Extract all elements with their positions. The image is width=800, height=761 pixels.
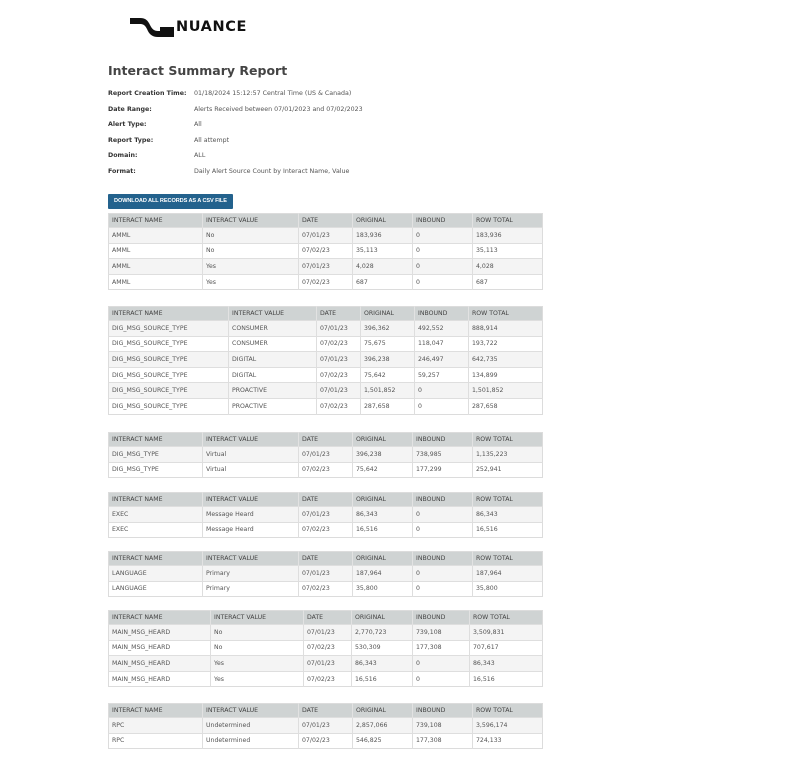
table-cell: Yes bbox=[203, 259, 299, 275]
table-cell: 0 bbox=[413, 243, 473, 259]
table-cell: CONSUMER bbox=[229, 321, 317, 337]
download-csv-button[interactable]: DOWNLOAD ALL RECORDS AS A CSV FILE bbox=[108, 194, 233, 209]
table-cell: 1,135,223 bbox=[473, 447, 543, 463]
table-cell: 07/01/23 bbox=[299, 718, 353, 734]
table-cell: CONSUMER bbox=[229, 336, 317, 352]
column-header: INTERACT VALUE bbox=[203, 433, 299, 447]
table-cell: 134,899 bbox=[469, 367, 543, 383]
table-row bbox=[109, 522, 543, 538]
column-header: ORIGINAL bbox=[353, 552, 413, 566]
table-cell: 07/02/23 bbox=[299, 581, 353, 597]
table-cell: 707,617 bbox=[470, 640, 543, 656]
table-cell: 1,501,852 bbox=[361, 383, 415, 399]
table-cell: 3,509,831 bbox=[470, 625, 543, 641]
table-cell: 86,343 bbox=[352, 656, 413, 672]
table-cell: 07/02/23 bbox=[317, 367, 361, 383]
table-cell: 642,735 bbox=[469, 352, 543, 368]
table-cell: 287,658 bbox=[469, 398, 543, 414]
column-header: INBOUND bbox=[413, 611, 470, 625]
table-header-row bbox=[109, 433, 543, 447]
report-table bbox=[108, 492, 543, 538]
table-cell: 16,516 bbox=[352, 671, 413, 687]
table-cell: 0 bbox=[413, 228, 473, 244]
table-cell: MAIN_MSG_HEARD bbox=[109, 656, 211, 672]
column-header: ROW TOTAL bbox=[469, 307, 543, 321]
table-cell: 687 bbox=[353, 274, 413, 290]
column-header: INTERACT VALUE bbox=[229, 307, 317, 321]
table-row bbox=[109, 228, 543, 244]
report-table bbox=[108, 610, 543, 687]
table-cell: MAIN_MSG_HEARD bbox=[109, 671, 211, 687]
table-cell: Virtual bbox=[203, 447, 299, 463]
table-cell: 492,552 bbox=[415, 321, 469, 337]
meta-label: Report Type: bbox=[108, 136, 154, 144]
table-cell: LANGUAGE bbox=[109, 566, 203, 582]
table-cell: 86,343 bbox=[473, 507, 543, 523]
table-header-row bbox=[109, 493, 543, 507]
nuance-logo bbox=[130, 13, 247, 37]
column-header: INTERACT VALUE bbox=[203, 552, 299, 566]
column-header: DATE bbox=[299, 433, 353, 447]
table-header-row bbox=[109, 214, 543, 228]
table-row bbox=[109, 640, 543, 656]
table-cell: EXEC bbox=[109, 507, 203, 523]
table-row bbox=[109, 566, 543, 582]
table-cell: 35,113 bbox=[473, 243, 543, 259]
column-header: ORIGINAL bbox=[353, 214, 413, 228]
table-row bbox=[109, 656, 543, 672]
table-cell: 07/02/23 bbox=[304, 671, 352, 687]
table-cell: 187,964 bbox=[353, 566, 413, 582]
table-row bbox=[109, 733, 543, 749]
table-row bbox=[109, 259, 543, 275]
table-row bbox=[109, 383, 543, 399]
table-cell: 1,501,852 bbox=[469, 383, 543, 399]
logo-text: NUANCE bbox=[176, 18, 247, 35]
table-cell: 252,941 bbox=[473, 462, 543, 478]
table-row bbox=[109, 447, 543, 463]
column-header: INBOUND bbox=[413, 433, 473, 447]
table-cell: 0 bbox=[413, 671, 470, 687]
table-cell: 07/02/23 bbox=[299, 274, 353, 290]
table-header-row bbox=[109, 611, 543, 625]
table-cell: 888,914 bbox=[469, 321, 543, 337]
table-header-row bbox=[109, 704, 543, 718]
table-cell: 4,028 bbox=[353, 259, 413, 275]
table-cell: 07/01/23 bbox=[299, 566, 353, 582]
column-header: INTERACT NAME bbox=[109, 552, 203, 566]
table-cell: 0 bbox=[415, 398, 469, 414]
table-row bbox=[109, 671, 543, 687]
column-header: DATE bbox=[299, 493, 353, 507]
table-cell: 07/01/23 bbox=[299, 447, 353, 463]
column-header: DATE bbox=[299, 552, 353, 566]
table-cell: 07/02/23 bbox=[299, 243, 353, 259]
table-cell: 07/01/23 bbox=[317, 383, 361, 399]
table-cell: 0 bbox=[413, 566, 473, 582]
table-row bbox=[109, 398, 543, 414]
column-header: ROW TOTAL bbox=[473, 214, 543, 228]
report-table bbox=[108, 703, 543, 749]
column-header: INBOUND bbox=[413, 552, 473, 566]
table-cell: 0 bbox=[413, 656, 470, 672]
column-header: ROW TOTAL bbox=[470, 611, 543, 625]
table-cell: Message Heard bbox=[203, 507, 299, 523]
meta-label: Domain: bbox=[108, 152, 138, 159]
table-cell: 75,642 bbox=[361, 367, 415, 383]
table-cell: 396,362 bbox=[361, 321, 415, 337]
table-cell: 2,770,723 bbox=[352, 625, 413, 641]
table-cell: Virtual bbox=[203, 462, 299, 478]
column-header: ROW TOTAL bbox=[473, 704, 543, 718]
table-row bbox=[109, 336, 543, 352]
meta-row-domain bbox=[108, 148, 363, 164]
table-cell: No bbox=[211, 625, 304, 641]
table-cell: 35,800 bbox=[353, 581, 413, 597]
table-cell: 530,309 bbox=[352, 640, 413, 656]
meta-value: Daily Alert Source Count by Interact Name, Value bbox=[194, 167, 350, 175]
meta-value: ALL bbox=[194, 152, 206, 159]
column-header: ORIGINAL bbox=[352, 611, 413, 625]
table-cell: 0 bbox=[413, 581, 473, 597]
table-cell: 546,825 bbox=[353, 733, 413, 749]
table-cell: 07/01/23 bbox=[317, 321, 361, 337]
table-cell: 177,308 bbox=[413, 640, 470, 656]
table-header-row bbox=[109, 307, 543, 321]
table-row bbox=[109, 367, 543, 383]
column-header: ORIGINAL bbox=[353, 433, 413, 447]
column-header: INTERACT NAME bbox=[109, 704, 203, 718]
report-metadata bbox=[108, 86, 363, 179]
column-header: INTERACT NAME bbox=[109, 493, 203, 507]
column-header: INBOUND bbox=[413, 214, 473, 228]
table-cell: PROACTIVE bbox=[229, 398, 317, 414]
report-table bbox=[108, 432, 543, 478]
table-cell: 183,936 bbox=[353, 228, 413, 244]
table-cell: 3,596,174 bbox=[473, 718, 543, 734]
table-row bbox=[109, 625, 543, 641]
table-cell: DIG_MSG_SOURCE_TYPE bbox=[109, 367, 229, 383]
table-cell: Message Heard bbox=[203, 522, 299, 538]
table-cell: 75,642 bbox=[353, 462, 413, 478]
meta-row-format bbox=[108, 164, 363, 180]
table-cell: PROACTIVE bbox=[229, 383, 317, 399]
column-header: INTERACT VALUE bbox=[203, 704, 299, 718]
table-cell: 07/01/23 bbox=[299, 228, 353, 244]
meta-label: Report Creation Time: bbox=[108, 90, 187, 97]
table-row bbox=[109, 243, 543, 259]
table-cell: DIG_MSG_TYPE bbox=[109, 447, 203, 463]
table-cell: RPC bbox=[109, 718, 203, 734]
table-cell: 07/01/23 bbox=[299, 259, 353, 275]
table-cell: 35,800 bbox=[473, 581, 543, 597]
table-row bbox=[109, 274, 543, 290]
meta-row-creation-time bbox=[108, 86, 363, 102]
table-cell: DIG_MSG_TYPE bbox=[109, 462, 203, 478]
column-header: INTERACT NAME bbox=[109, 307, 229, 321]
table-cell: Undetermined bbox=[203, 718, 299, 734]
table-cell: EXEC bbox=[109, 522, 203, 538]
table-header-row bbox=[109, 552, 543, 566]
meta-label: Alert Type: bbox=[108, 121, 147, 128]
table-cell: MAIN_MSG_HEARD bbox=[109, 640, 211, 656]
column-header: INTERACT VALUE bbox=[203, 493, 299, 507]
table-cell: 35,113 bbox=[353, 243, 413, 259]
column-header: ROW TOTAL bbox=[473, 433, 543, 447]
table-cell: DIG_MSG_SOURCE_TYPE bbox=[109, 352, 229, 368]
meta-value: 01/18/2024 15:12:57 Central Time (US & Canada) bbox=[194, 90, 352, 97]
table-cell: RPC bbox=[109, 733, 203, 749]
column-header: INBOUND bbox=[413, 493, 473, 507]
meta-value: All attempt bbox=[194, 136, 230, 144]
column-header: ORIGINAL bbox=[361, 307, 415, 321]
report-table bbox=[108, 306, 543, 415]
table-row bbox=[109, 462, 543, 478]
column-header: ORIGINAL bbox=[353, 704, 413, 718]
table-cell: 07/01/23 bbox=[299, 507, 353, 523]
table-cell: 4,028 bbox=[473, 259, 543, 275]
column-header: ROW TOTAL bbox=[473, 552, 543, 566]
table-cell: 07/02/23 bbox=[299, 733, 353, 749]
table-cell: 07/01/23 bbox=[304, 625, 352, 641]
table-cell: 0 bbox=[413, 507, 473, 523]
table-cell: 246,497 bbox=[415, 352, 469, 368]
column-header: ORIGINAL bbox=[353, 493, 413, 507]
table-cell: 118,047 bbox=[415, 336, 469, 352]
table-cell: 07/02/23 bbox=[304, 640, 352, 656]
table-cell: 193,722 bbox=[469, 336, 543, 352]
table-cell: Primary bbox=[203, 566, 299, 582]
table-cell: 396,238 bbox=[361, 352, 415, 368]
column-header: INBOUND bbox=[413, 704, 473, 718]
table-cell: 86,343 bbox=[470, 656, 543, 672]
table-cell: 287,658 bbox=[361, 398, 415, 414]
table-cell: 0 bbox=[413, 522, 473, 538]
table-cell: DIG_MSG_SOURCE_TYPE bbox=[109, 398, 229, 414]
table-cell: DIGITAL bbox=[229, 352, 317, 368]
table-cell: 75,675 bbox=[361, 336, 415, 352]
table-cell: No bbox=[203, 228, 299, 244]
table-cell: 07/02/23 bbox=[299, 522, 353, 538]
table-cell: 177,299 bbox=[413, 462, 473, 478]
table-cell: Yes bbox=[211, 656, 304, 672]
table-row bbox=[109, 718, 543, 734]
table-row bbox=[109, 507, 543, 523]
table-cell: AMML bbox=[109, 259, 203, 275]
meta-row-date-range bbox=[108, 102, 363, 118]
table-cell: 86,343 bbox=[353, 507, 413, 523]
table-row bbox=[109, 352, 543, 368]
meta-row-report-type bbox=[108, 133, 363, 149]
column-header: ROW TOTAL bbox=[473, 493, 543, 507]
column-header: INTERACT VALUE bbox=[203, 214, 299, 228]
meta-value: Alerts Received between 07/01/2023 and 07/02/2023 bbox=[194, 105, 363, 113]
table-cell: 07/01/23 bbox=[304, 656, 352, 672]
table-cell: DIG_MSG_SOURCE_TYPE bbox=[109, 321, 229, 337]
table-cell: AMML bbox=[109, 243, 203, 259]
meta-label: Format: bbox=[108, 167, 136, 175]
table-cell: 738,985 bbox=[413, 447, 473, 463]
table-row bbox=[109, 321, 543, 337]
table-cell: No bbox=[211, 640, 304, 656]
table-cell: 0 bbox=[413, 274, 473, 290]
table-cell: 16,516 bbox=[470, 671, 543, 687]
column-header: INTERACT NAME bbox=[109, 611, 211, 625]
table-cell: DIG_MSG_SOURCE_TYPE bbox=[109, 383, 229, 399]
table-cell: 07/02/23 bbox=[317, 398, 361, 414]
table-cell: Undetermined bbox=[203, 733, 299, 749]
table-cell: 07/01/23 bbox=[317, 352, 361, 368]
meta-row-alert-type bbox=[108, 117, 363, 133]
column-header: INTERACT VALUE bbox=[211, 611, 304, 625]
table-cell: 2,857,066 bbox=[353, 718, 413, 734]
table-cell: Yes bbox=[211, 671, 304, 687]
table-cell: AMML bbox=[109, 274, 203, 290]
report-table bbox=[108, 213, 543, 290]
table-cell: 687 bbox=[473, 274, 543, 290]
table-cell: 0 bbox=[415, 383, 469, 399]
nuance-logo-mark-icon bbox=[130, 15, 174, 37]
table-cell: 16,516 bbox=[353, 522, 413, 538]
table-cell: Primary bbox=[203, 581, 299, 597]
column-header: DATE bbox=[299, 214, 353, 228]
column-header: DATE bbox=[317, 307, 361, 321]
page-title: Interact Summary Report bbox=[108, 63, 288, 78]
column-header: DATE bbox=[299, 704, 353, 718]
table-cell: 0 bbox=[413, 259, 473, 275]
meta-value: All bbox=[194, 121, 202, 128]
table-row bbox=[109, 581, 543, 597]
table-cell: 16,516 bbox=[473, 522, 543, 538]
table-cell: Yes bbox=[203, 274, 299, 290]
table-cell: 724,133 bbox=[473, 733, 543, 749]
column-header: DATE bbox=[304, 611, 352, 625]
table-cell: 183,936 bbox=[473, 228, 543, 244]
table-cell: 07/02/23 bbox=[299, 462, 353, 478]
table-cell: 07/02/23 bbox=[317, 336, 361, 352]
table-cell: LANGUAGE bbox=[109, 581, 203, 597]
table-cell: AMML bbox=[109, 228, 203, 244]
report-table bbox=[108, 551, 543, 597]
table-cell: 396,238 bbox=[353, 447, 413, 463]
table-cell: DIGITAL bbox=[229, 367, 317, 383]
column-header: INBOUND bbox=[415, 307, 469, 321]
table-cell: 59,257 bbox=[415, 367, 469, 383]
table-cell: No bbox=[203, 243, 299, 259]
table-cell: MAIN_MSG_HEARD bbox=[109, 625, 211, 641]
column-header: INTERACT NAME bbox=[109, 433, 203, 447]
table-cell: DIG_MSG_SOURCE_TYPE bbox=[109, 336, 229, 352]
table-cell: 739,108 bbox=[413, 718, 473, 734]
table-cell: 187,964 bbox=[473, 566, 543, 582]
column-header: INTERACT NAME bbox=[109, 214, 203, 228]
table-cell: 177,308 bbox=[413, 733, 473, 749]
meta-label: Date Range: bbox=[108, 105, 152, 113]
table-cell: 739,108 bbox=[413, 625, 470, 641]
